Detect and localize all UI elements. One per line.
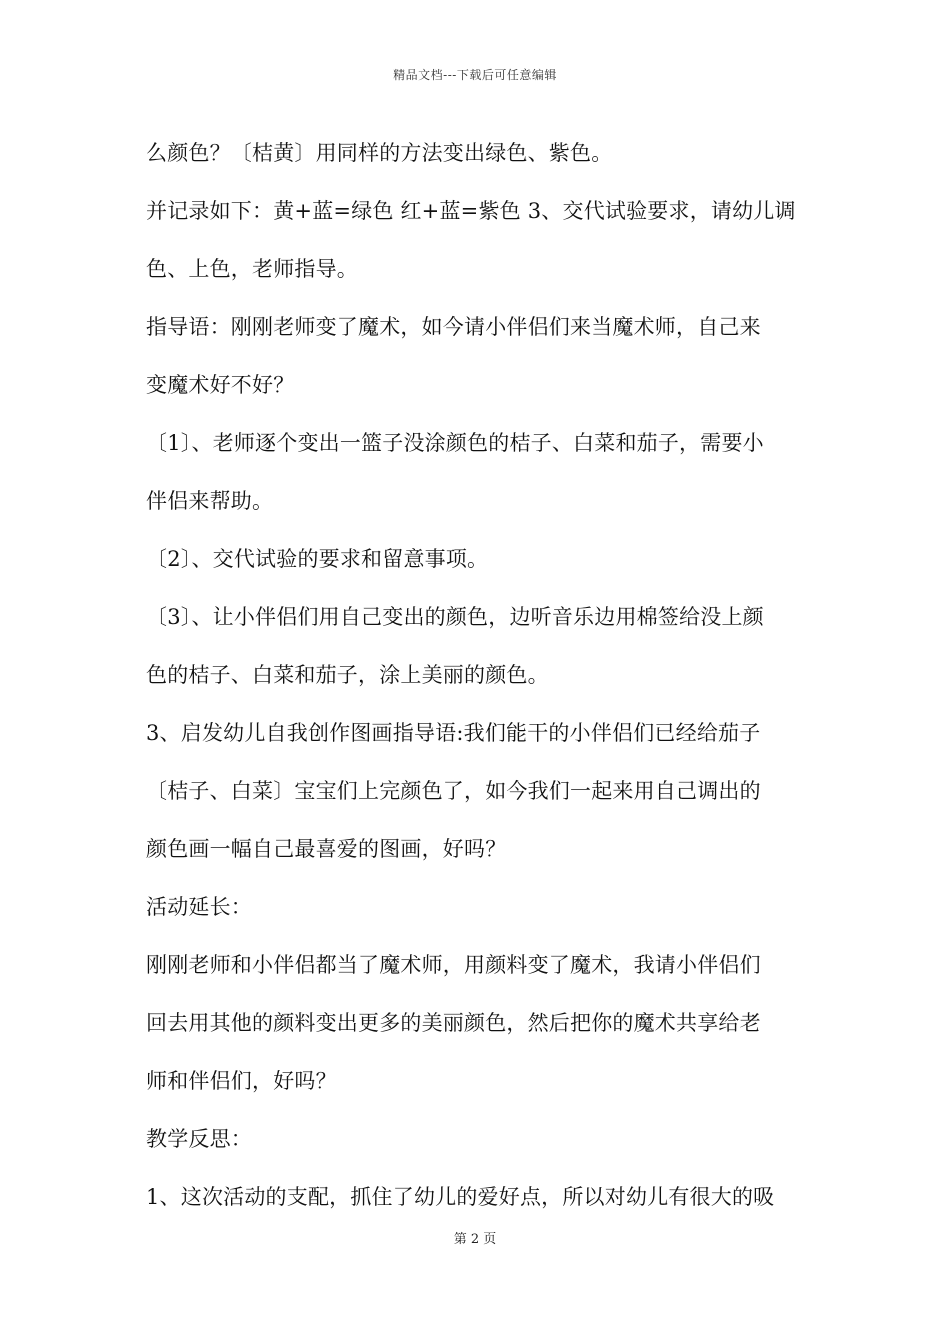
page-header: 精品文档---下载后可任意编辑 (393, 68, 557, 82)
body-line: 回去用其他的颜料变出更多的美丽颜色，然后把你的魔术共享给老 (146, 1011, 761, 1035)
body-line: 〔2〕、交代试验的要求和留意事项。 (146, 547, 489, 571)
body-line: 师和伴侣们，好吗？ (146, 1069, 337, 1093)
body-line: 色、上色，老师指导。 (146, 257, 358, 281)
body-line: 刚刚老师和小伴侣都当了魔术师，用颜料变了魔术，我请小伴侣们 (146, 953, 761, 977)
body-line: 〔1〕、老师逐个变出一篮子没涂颜色的桔子、白菜和茄子，需要小 (146, 431, 764, 455)
body-line: 么颜色？〔桔黄〕用同样的方法变出绿色、紫色。 (146, 141, 613, 165)
section-heading: 活动延长： (146, 895, 252, 919)
body-line: 并记录如下：黄+蓝=绿色 红+蓝=紫色 3、交代试验要求，请幼儿调 (146, 199, 796, 223)
body-line: 指导语：刚刚老师变了魔术，如今请小伴侣们来当魔术师，自己来 (146, 315, 761, 339)
body-line: 色的桔子、白菜和茄子，涂上美丽的颜色。 (146, 663, 549, 687)
body-line: 〔3〕、让小伴侣们用自己变出的颜色，边听音乐边用棉签给没上颜 (146, 605, 764, 629)
body-line: 1、这次活动的支配，抓住了幼儿的爱好点，所以对幼儿有很大的吸 (146, 1185, 775, 1209)
body-line: 〔桔子、白菜〕宝宝们上完颜色了，如今我们一起来用自己调出的 (146, 779, 761, 803)
section-heading: 教学反思： (146, 1127, 252, 1151)
page-number: 第 2 页 (453, 1232, 497, 1247)
body-line: 3、启发幼儿自我创作图画指导语:我们能干的小伴侣们已经给茄子 (146, 721, 761, 745)
body-line: 伴侣来帮助。 (146, 489, 274, 513)
body-line: 颜色画一幅自己最喜爱的图画，好吗？ (146, 837, 507, 861)
body-line: 变魔术好不好？ (146, 373, 295, 397)
